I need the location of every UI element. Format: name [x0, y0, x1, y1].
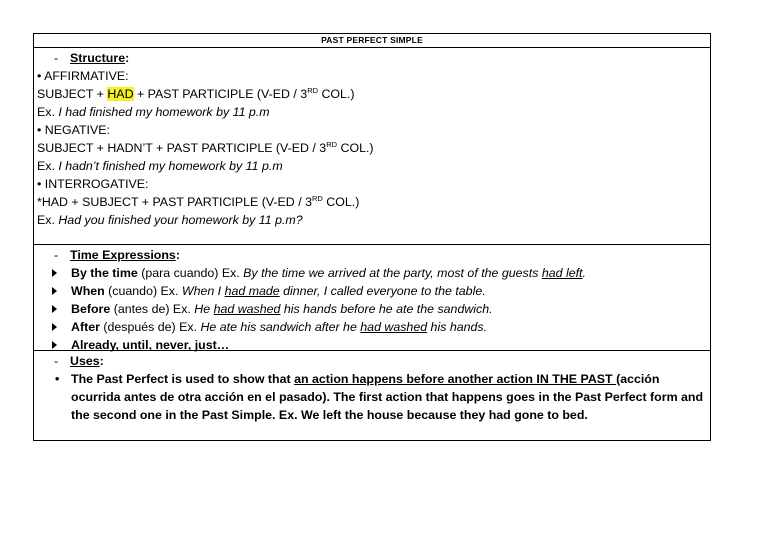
list-item: Before (antes de) Ex. He had washed his hands before he ate the sandwich.	[37, 300, 710, 318]
negative-formula: SUBJECT + HADN’T + PAST PARTICIPLE (V-ED / 3RD COL.)	[37, 140, 374, 155]
arrow-bullet-icon	[52, 323, 57, 331]
affirmative-label: • AFFIRMATIVE:	[37, 69, 129, 83]
arrow-bullet-icon	[52, 341, 57, 349]
negative-example: Ex. I hadn’t finished my homework by 11 p.m	[37, 159, 283, 173]
bullet-dot: •	[55, 372, 60, 386]
time-expressions-heading: Time Expressions	[70, 248, 176, 262]
uses-heading: Uses	[70, 354, 100, 368]
had-highlight: HAD	[107, 87, 134, 101]
uses-heading-line: - Uses:	[54, 354, 104, 368]
structure-section	[34, 48, 710, 245]
interrogative-label: • INTERROGATIVE:	[37, 177, 149, 191]
affirmative-formula: SUBJECT + HAD + PAST PARTICIPLE (V-ED / 3RD COL.)	[37, 86, 355, 101]
dash-marker: -	[54, 354, 59, 368]
arrow-bullet-icon	[52, 287, 57, 295]
dash-marker: -	[54, 248, 59, 262]
page-title: PAST PERFECT SIMPLE	[34, 34, 710, 48]
structure-heading: Structure	[70, 51, 126, 65]
negative-label: • NEGATIVE:	[37, 123, 110, 137]
uses-section	[34, 351, 710, 440]
list-item: Already, until, never, just…	[37, 336, 710, 354]
time-expressions-section	[34, 245, 710, 351]
dash-marker: -	[54, 51, 59, 65]
time-expressions-heading-line: - Time Expressions:	[54, 248, 180, 262]
uses-paragraph: • The Past Perfect is used to show that an action happens before another action IN THE PAST (acción ocurrida antes de otra acción en el pasado). The first action that happens goes in the Past Perfect form and the second one in the Past Simple. Ex. We left the house because they had gone to bed.	[55, 372, 704, 422]
interrogative-example: Ex. Had you finished your homework by 11 p.m?	[37, 213, 303, 227]
affirmative-example: Ex. I had finished my homework by 11 p.m	[37, 105, 270, 119]
list-item: When (cuando) Ex. When I had made dinner, I called everyone to the table.	[37, 282, 710, 300]
arrow-bullet-icon	[52, 305, 57, 313]
interrogative-formula: *HAD + SUBJECT + PAST PARTICIPLE (V-ED / 3RD COL.)	[37, 194, 360, 209]
worksheet-table	[33, 33, 711, 441]
structure-heading-line: - Structure:	[54, 51, 130, 65]
list-item: By the time (para cuando) Ex. By the time we arrived at the party, most of the guests had left.	[37, 264, 710, 282]
arrow-bullet-icon	[52, 269, 57, 277]
list-item: After (después de) Ex. He ate his sandwich after he had washed his hands.	[37, 318, 710, 336]
